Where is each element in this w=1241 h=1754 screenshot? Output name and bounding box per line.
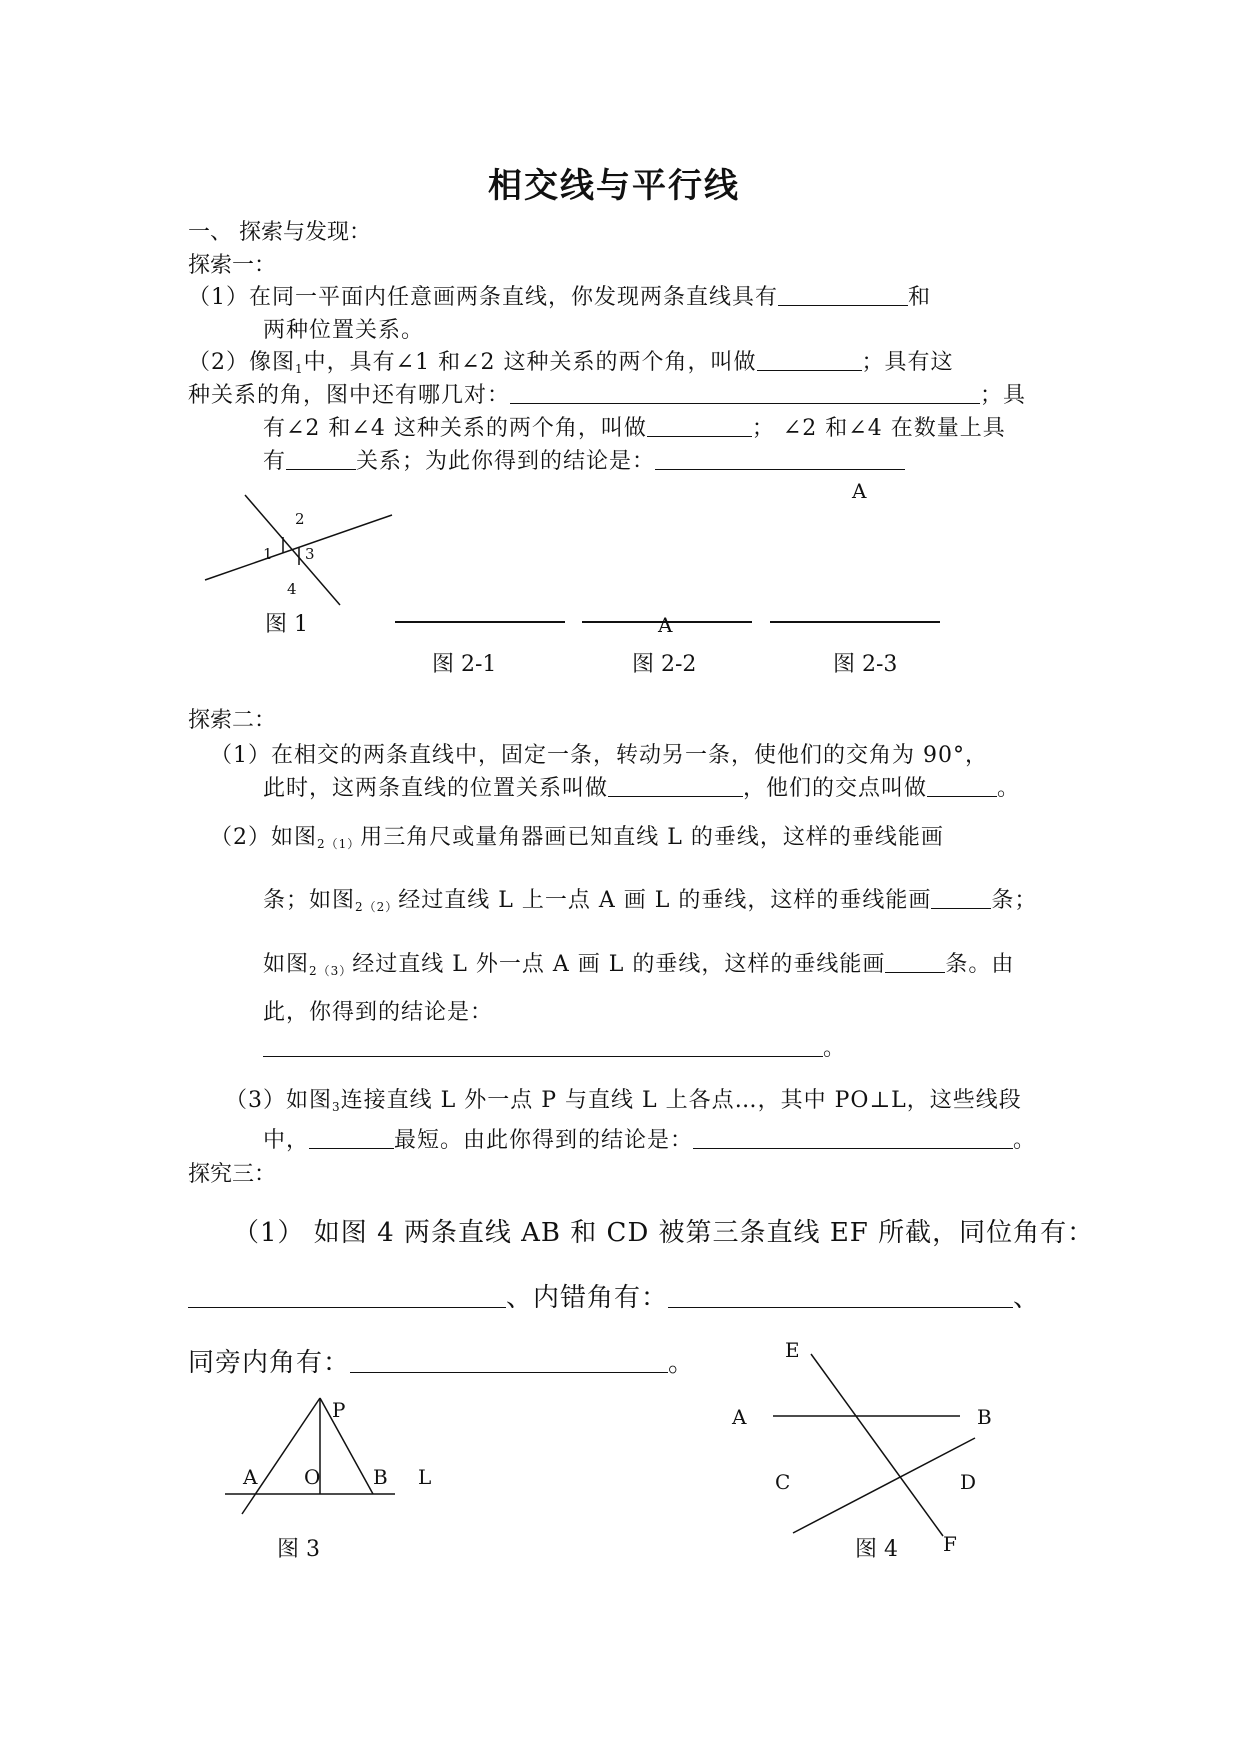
explore3-q1-line3 [188,1348,695,1378]
fig3-segment-pa [242,1398,320,1514]
explore1-q1-line2: 两种位置关系。 [263,318,425,343]
explore3-q1-text-d: 同旁内角有： [188,1348,351,1378]
figure-4-drawing [715,1330,1015,1550]
answer-blank[interactable] [647,416,752,437]
fig2-1-caption: 图 2-1 [432,652,497,677]
fig4-line-ef [811,1354,943,1536]
explore2-q2-text-e: 条； [991,888,1038,913]
explore1-q2-line4 [263,449,905,475]
explore1-q1-line1 [188,285,931,311]
explore2-q2-line3 [263,952,1014,984]
fig2-3-caption: 图 2-3 [833,652,898,677]
fig1-angle-label: 4 [287,580,297,598]
explore1-q2-text-d: 种关系的角，图中还有哪几对： [188,383,511,408]
fig1-angle-label: 3 [305,545,315,563]
answer-blank[interactable] [693,1128,1013,1149]
answer-blank[interactable] [263,1036,823,1057]
explore2-q2-text-f: 如图 [263,952,310,977]
fig3-segment-pb [320,1398,373,1494]
explore1-q2-text-h: 有 [263,449,287,474]
explore2-q2-text-d: 经过直线 L 上一点 A 画 L 的垂线，这样的垂线能画 [398,888,932,913]
explore3-q1-line1: （1） 如图 4 两条直线 AB 和 CD 被第三条直线 EF 所截，同位角有： [233,1218,1095,1248]
figure-4 [715,1330,1015,1580]
fig4-label-c: C [775,1470,791,1494]
explore3-q1-text-c: 、 [1013,1283,1041,1313]
explore1-q1-and: 和 [908,285,932,310]
fig2-3-line [770,621,940,623]
page-title: 相交线与平行线 [488,166,740,206]
fig3-label-b: B [373,1465,388,1489]
explore1-q2-text-e: ；具 [980,383,1027,408]
explore2-q3-line2 [263,1128,1036,1154]
answer-blank[interactable] [608,776,743,797]
explore2-q2-text-a: （2）如图 [210,825,317,850]
fig3-label-p: P [332,1398,346,1422]
answer-blank[interactable] [655,449,905,470]
explore2-q2-text-g: 经过直线 L 外一点 A 画 L 的垂线，这样的垂线能画 [352,952,886,977]
fig2-1-line [395,621,565,623]
explore2-q2-text-j: 。 [823,1036,846,1061]
fig-ref-sub: 3 [332,1100,341,1114]
answer-blank[interactable] [309,1128,394,1149]
explore2-q2-text-c: 条；如图 [263,888,356,913]
explore2-q1-text-b: 此时，这两条直线的位置关系叫做 [263,776,609,801]
answer-blank[interactable] [668,1283,1013,1308]
fig4-line-cd [793,1438,975,1533]
fig4-label-f: F [943,1532,957,1556]
explore1-q2-line1 [188,350,954,382]
explore2-q2-text-b: 用三角尺或量角器画已知直线 L 的垂线，这样的垂线能画 [360,825,944,850]
answer-blank[interactable] [188,1283,506,1308]
explore1-q2-line2 [188,383,1026,409]
explore2-q2-text-h: 条。由 [945,952,1015,977]
explore2-q2-line1 [210,825,944,857]
figure-3 [205,1390,465,1580]
answer-blank[interactable] [778,285,908,306]
explore1-q2-text-a: （2）像图 [188,350,295,375]
fig4-label-d: D [960,1470,977,1494]
explore3-heading: 探究三： [188,1162,277,1187]
fig-ref-sub: 2（3） [309,964,353,978]
fig3-label-a: A [243,1465,258,1489]
answer-blank[interactable] [927,776,997,797]
answer-blank[interactable] [286,449,356,470]
figure-2 [380,475,960,675]
fig2-2-caption: 图 2-2 [632,652,697,677]
fig4-label-b: B [977,1405,992,1429]
answer-blank[interactable] [350,1348,668,1373]
explore2-q2-line5 [263,1036,845,1062]
fig3-caption: 图 3 [277,1537,320,1562]
explore1-q2-text-i: 关系；为此你得到的结论是： [356,449,656,474]
fig4-label-a: A [732,1405,747,1429]
explore1-q2-text-f: 有∠2 和∠4 这种关系的两个角，叫做 [263,416,647,441]
fig4-label-e: E [785,1338,800,1362]
fig-ref-sub: 2（2） [355,900,399,914]
explore2-q3-text-b: 连接直线 L 外一点 P 与直线 L 上各点…，其中 PO⊥L，这些线段 [340,1088,1022,1113]
fig1-angle-label: 1 [263,545,273,563]
answer-blank[interactable] [931,888,991,909]
explore1-q1-text: （1）在同一平面内任意画两条直线，你发现两条直线具有 [188,285,778,310]
explore3-q1-text-e: 。 [668,1348,696,1378]
explore1-q2-text-g: ； ∠2 和∠4 在数量上具 [751,416,1006,441]
answer-blank[interactable] [757,350,862,371]
fig3-label-l: L [418,1465,432,1489]
fig2-point-label: A [852,479,867,503]
explore3-q1-line2 [188,1283,1040,1313]
explore2-q3-text-d: 最短。由此你得到的结论是： [394,1128,694,1153]
fig4-caption: 图 4 [855,1537,898,1562]
answer-blank[interactable] [510,383,980,404]
fig2-2-point-label: A [658,613,673,637]
fig-ref-sub: 2（1） [317,837,361,851]
explore2-q1-line2 [263,776,1020,802]
explore2-q1-text-d: 。 [997,776,1021,801]
explore2-heading: 探索二： [188,708,277,733]
explore1-q2-text-b: 中，具有∠1 和∠2 这种关系的两个角，叫做 [303,350,757,375]
fig1-caption: 图 1 [265,612,308,637]
explore2-q3-text-a: （3）如图 [225,1088,332,1113]
explore2-q1-line1: （1）在相交的两条直线中，固定一条，转动另一条，使他们的交角为 90°， [210,743,988,768]
explore2-q2-line2 [263,888,1037,920]
explore2-q3-line1 [225,1088,1022,1120]
explore1-q2-text-c: ；具有这 [861,350,954,375]
answer-blank[interactable] [885,952,945,973]
explore2-q2-line4: 此，你得到的结论是： [263,1000,494,1025]
fig3-label-o: O [304,1465,321,1489]
explore2-q3-text-e: 。 [1013,1128,1037,1153]
explore3-q1-text-b: 、内错角有： [506,1283,669,1313]
explore1-q2-line3 [263,416,1006,442]
explore2-q3-text-c: 中， [263,1128,310,1153]
section-heading: 一、 探索与发现： [188,220,371,245]
explore1-heading: 探索一： [188,253,277,278]
fig-ref-sub: 1 [295,362,304,376]
explore2-q1-text-c: ，他们的交点叫做 [743,776,928,801]
fig1-angle-label: 2 [295,510,305,528]
